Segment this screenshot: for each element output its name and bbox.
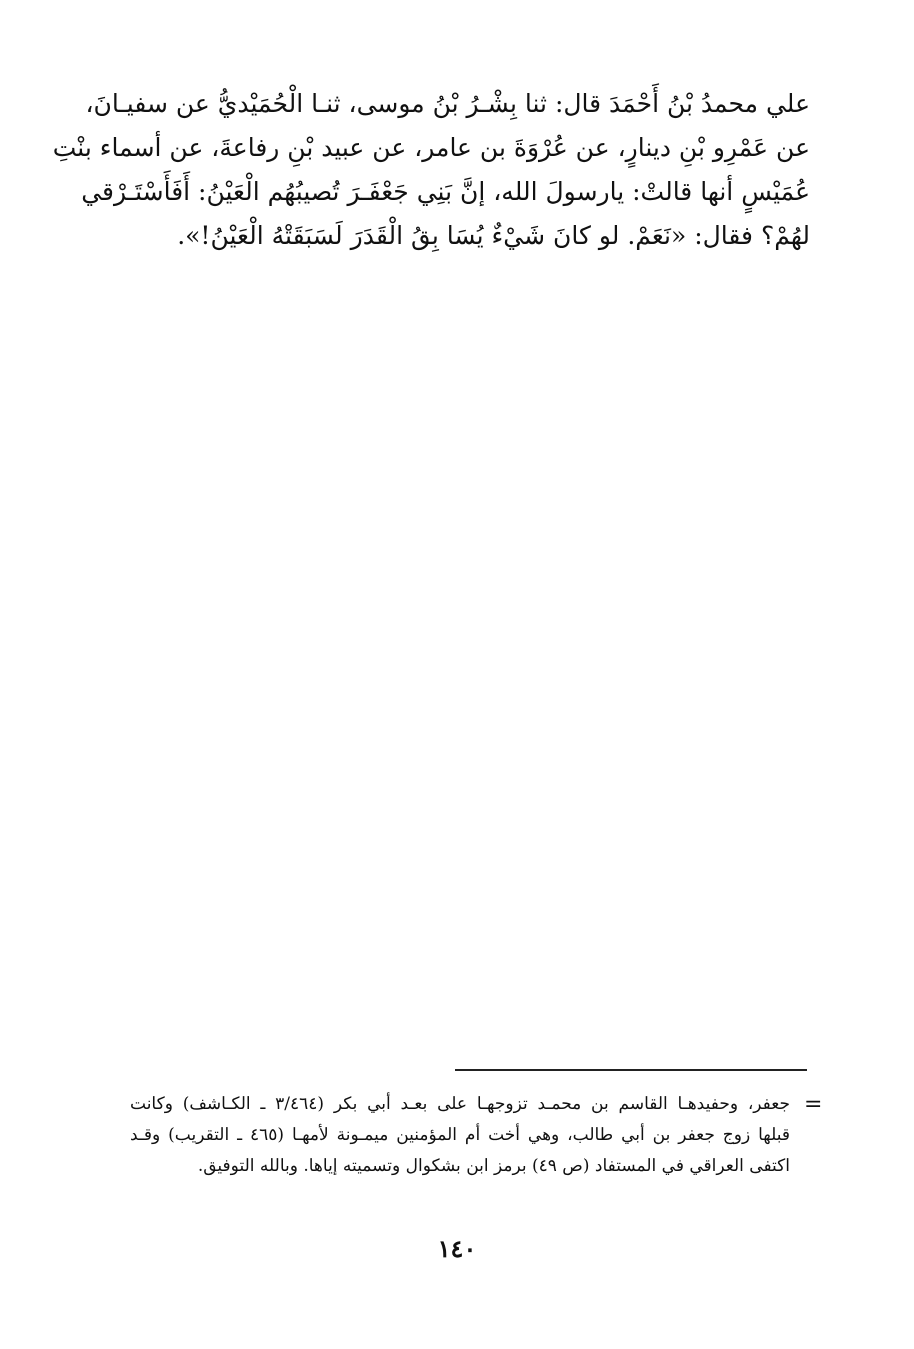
main-text-line: لهُمْ؟ فقال: «نَعَمْ. لو كانَ شَيْءٌ يُسَا بِقُ الْقَدَرَ لَسَبَقَتْهُ الْعَيْنُ!». <box>177 221 810 250</box>
main-text-block <box>52 82 810 258</box>
footnote-line: اكتفى العراقي في المستفاد (ص ٤٩) برمز ابن بشكوال وتسميته إياها. وبالله التوفيق. <box>197 1156 790 1176</box>
footnote-line: جعفر، وحفيدهـا القاسم بن محمـد تزوجهـا على بعـد أبي بكر (٣/٤٦٤ ـ الكـاشف) وكانت <box>130 1094 790 1114</box>
footnote-continuation-mark: = <box>804 1092 823 1117</box>
footnote-separator <box>455 1069 807 1071</box>
main-text-line: عُمَيْسٍ أنها قالتْ: يارسولَ الله، إنَّ بَنِي جَعْفَـرَ تُصيبُهُم الْعَيْنُ: أَفَأَسْتَـرْقي <box>81 177 810 206</box>
main-text-line: علي محمدُ بْنُ أَحْمَدَ قال: ثنا بِشْـرُ بْنُ موسى، ثنـا الْحُمَيْديُّ عن سفيـانَ، <box>85 89 810 118</box>
main-text-line: عن عَمْرِو بْنِ دينارٍ، عن عُرْوَةَ بن عامر، عن عبيد بْنِ رفاعةَ، عن أسماء بنْتِ <box>52 133 810 162</box>
page-number: ١٤٠ <box>437 1234 477 1263</box>
footnote-line: قبلها زوج جعفر بن أبي طالب، وهي أخت أم المؤمنين ميمـونة لأمهـا (٤٦٥ ـ التقريب) وقـد <box>130 1125 790 1145</box>
footnotes-block <box>130 1089 790 1182</box>
